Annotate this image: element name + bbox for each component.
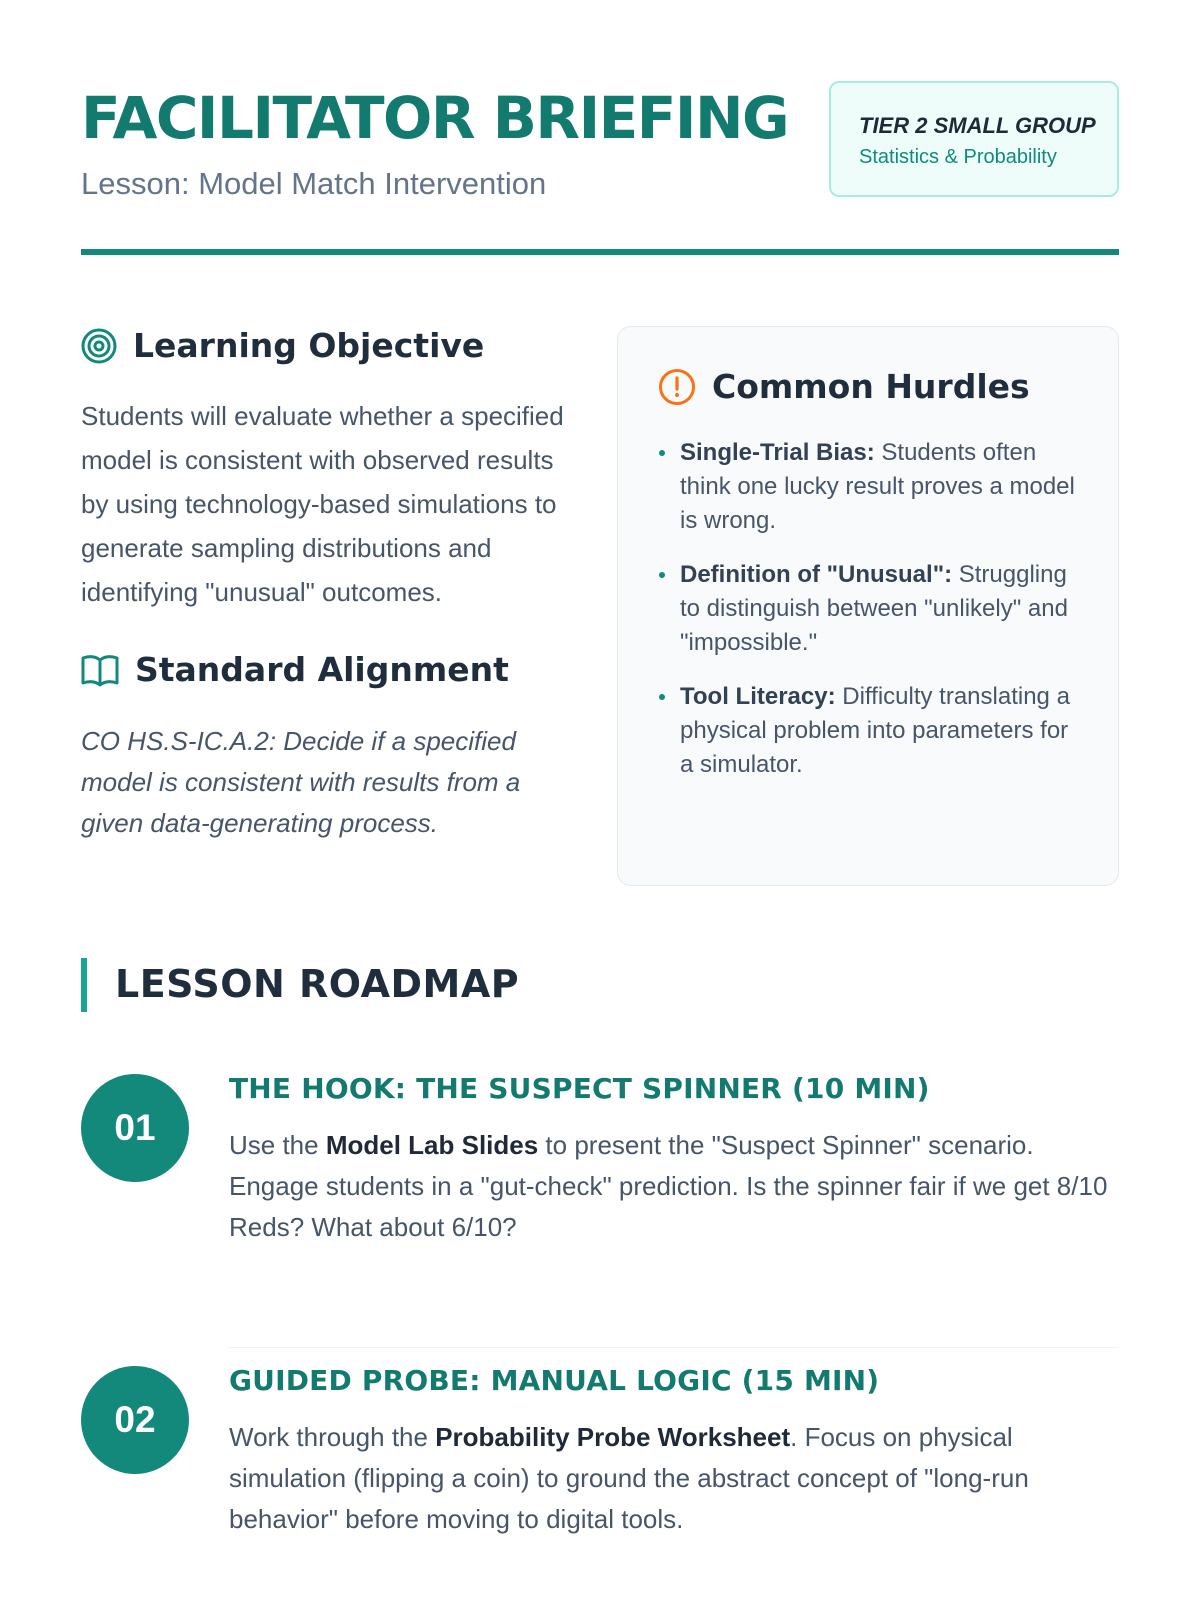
- step-number-badge: 01: [81, 1074, 189, 1182]
- list-item: [658, 558, 1078, 660]
- hurdle-text: Difficulty translating a physical problem into parameters for a simulator.: [680, 683, 1070, 778]
- tier-badge-subtitle: Statistics & Probability: [859, 146, 1057, 168]
- tier-badge: [829, 81, 1119, 197]
- hurdle-term: Definition of "Unusual":: [680, 561, 953, 588]
- objective-text: Students will evaluate whether a specified model is consistent with observed results by using technology-based simulations to generate sampling distributions and identifying "unusual" outcomes.: [81, 401, 564, 607]
- target-icon: [81, 328, 117, 364]
- tier-badge-title: TIER 2 SMALL GROUP: [859, 113, 1096, 138]
- roadmap-step: [81, 1056, 1119, 1348]
- page-title: FACILITATOR BRIEFING: [81, 84, 789, 152]
- step-body: [229, 1072, 1119, 1248]
- info-section: [81, 256, 1119, 926]
- standard-text: CO HS.S-IC.A.2: Decide if a specified model is consistent with results from a given data-generating process.: [81, 726, 521, 838]
- lesson-subtitle: Lesson: Model Match Intervention: [81, 166, 547, 201]
- standard-heading-row: [81, 650, 571, 689]
- hurdle-term: Single-Trial Bias:: [680, 439, 875, 466]
- roadmap-step: [81, 1348, 1119, 1600]
- step-title: GUIDED PROBE: MANUAL LOGIC (15 MIN): [229, 1364, 880, 1397]
- objective-heading: Learning Objective: [133, 326, 485, 365]
- roadmap-heading-row: [81, 926, 1119, 1056]
- step-body: [229, 1364, 1119, 1540]
- hurdles-heading-row: [658, 367, 1078, 406]
- list-item: [658, 436, 1078, 538]
- roadmap-accent-bar: [81, 958, 87, 1012]
- hurdle-text: Students often think one lucky result proves a model is wrong.: [680, 439, 1075, 534]
- hurdles-card: [617, 326, 1119, 886]
- header-divider: [81, 249, 1119, 255]
- step-text-before: Work through the: [229, 1422, 436, 1452]
- step-number-badge: 02: [81, 1366, 189, 1474]
- step-title: THE HOOK: THE SUSPECT SPINNER (10 MIN): [229, 1072, 930, 1105]
- step-description: [229, 1125, 1119, 1248]
- step-description: [229, 1417, 1119, 1540]
- list-item: [658, 680, 1078, 782]
- objective-heading-row: [81, 326, 571, 365]
- step-resource-name: Probability Probe Worksheet: [435, 1422, 791, 1452]
- step-text-after: to present the "Suspect Spinner" scenario. Engage students in a "gut-check" prediction. Is the spinner fair if we get 8/10 Reds? What about 6/10?: [229, 1130, 1108, 1242]
- open-book-icon: [81, 653, 119, 687]
- hurdles-list: [658, 436, 1078, 782]
- alert-circle-icon: [658, 368, 696, 406]
- step-text-after: . Focus on physical simulation (flipping a coin) to ground the abstract concept of "long-run behavior" before moving to digital tools.: [229, 1422, 1029, 1534]
- header: [81, 0, 1119, 256]
- step-text-before: Use the: [229, 1130, 326, 1160]
- step-resource-name: Model Lab Slides: [325, 1130, 539, 1160]
- hurdles-heading: Common Hurdles: [712, 367, 1030, 406]
- standard-heading: Standard Alignment: [135, 650, 509, 689]
- left-column: [81, 326, 571, 844]
- hurdle-text: Struggling to distinguish between "unlikely" and "impossible.": [680, 561, 1068, 656]
- roadmap-heading: LESSON ROADMAP: [115, 962, 520, 1006]
- hurdle-term: Tool Literacy:: [680, 683, 836, 710]
